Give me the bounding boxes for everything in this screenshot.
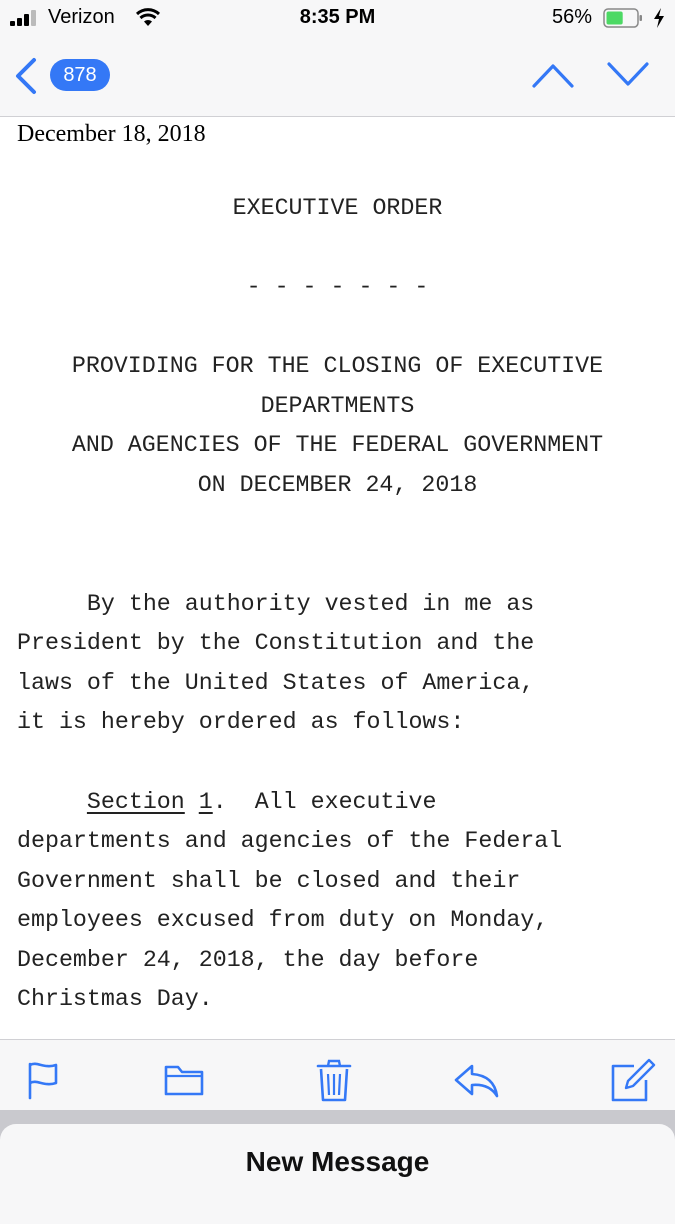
title-line: ON DECEMBER 24, 2018 [197,472,478,498]
preamble-line: laws of the United States of America, [17,670,535,696]
folder-icon[interactable] [162,1058,206,1102]
preamble-line: President by the Constitution and the [17,630,535,656]
section-label: Section [86,789,185,815]
section-line: December 24, 2018, the day before [17,947,479,973]
new-message-sheet[interactable] [0,1124,675,1224]
trash-icon[interactable] [312,1058,356,1102]
preamble-line: By the authority vested in me as [17,591,535,617]
title-line: PROVIDING FOR THE CLOSING OF EXECUTIVE [71,353,604,379]
charging-bolt-icon [653,8,665,28]
previous-message-icon[interactable] [530,60,576,90]
email-body[interactable] [0,117,675,1039]
back-chevron-icon[interactable] [12,56,40,96]
section-number: 1 [198,789,213,815]
separator-dashes: - - - - - - - [246,274,429,300]
compose-icon[interactable] [608,1058,656,1102]
new-message-title[interactable]: New Message [245,1146,430,1177]
title-line: AND AGENCIES OF THE FEDERAL GOVERNMENT [71,432,604,458]
preamble-line: it is hereby ordered as follows: [17,709,465,735]
next-message-icon[interactable] [605,60,651,90]
section-first-line-text: . All executive [212,789,437,815]
section-line: Government shall be closed and their [17,868,521,894]
title-line: DEPARTMENTS [260,393,415,419]
status-bar [0,0,675,38]
clock: 8:35 PM [299,6,376,28]
reply-icon[interactable] [452,1058,500,1102]
section-line: departments and agencies of the Federal [17,828,563,854]
carrier-name: Verizon [48,6,115,28]
mail-nav-bar [0,38,675,117]
section-first-line [17,789,436,815]
order-heading: EXECUTIVE ORDER [232,195,443,221]
battery-percent: 56% [552,6,593,28]
battery-icon [603,8,643,28]
back-count-badge[interactable]: 878 [50,59,110,91]
flag-icon[interactable] [22,1058,64,1102]
section-indent [17,789,87,815]
email-date: December 18, 2018 [17,121,206,147]
section-line: employees excused from duty on Monday, [17,907,549,933]
section-space [185,789,199,815]
section-line: Christmas Day. [17,986,213,1012]
